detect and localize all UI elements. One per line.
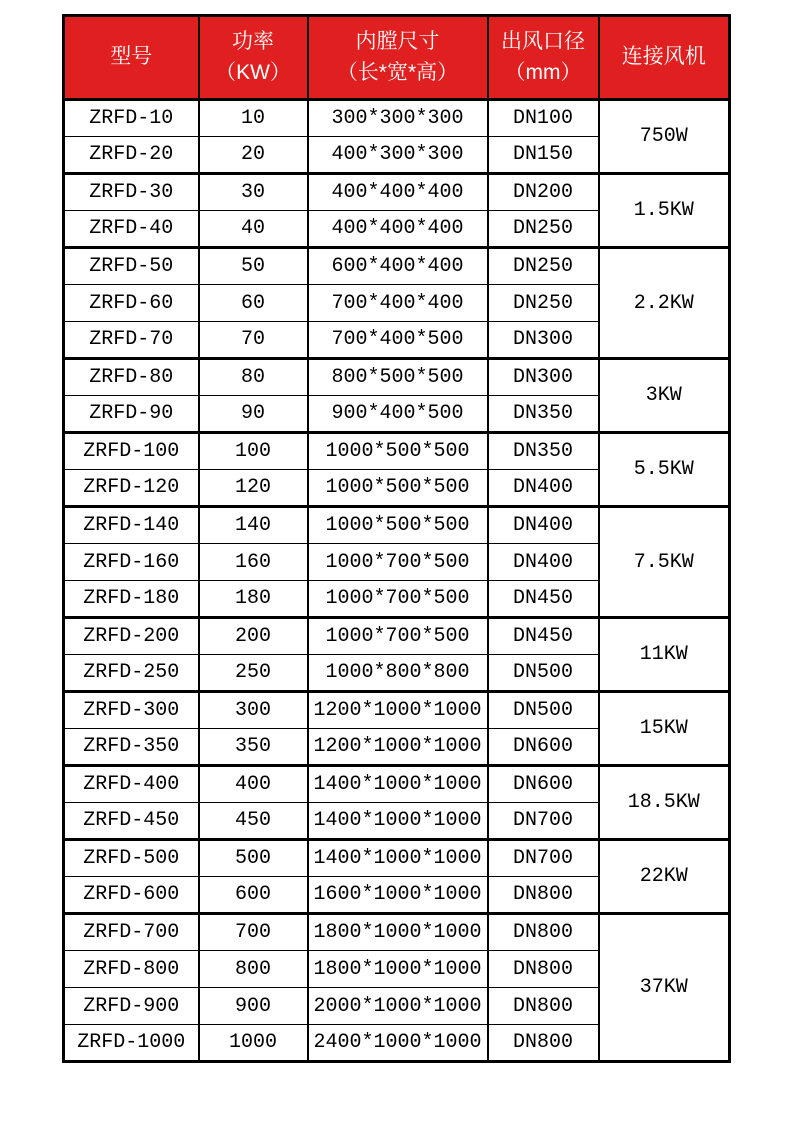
size-cell: 1000*700*500	[308, 581, 488, 618]
outlet-cell: DN400	[488, 470, 599, 507]
column-header-line: 内膛尺寸	[355, 30, 440, 54]
table-row	[64, 766, 730, 803]
outlet-cell: DN800	[488, 1025, 599, 1062]
power-cell: 40	[199, 211, 308, 248]
outlet-cell: DN800	[488, 951, 599, 988]
model-cell: ZRFD-700	[64, 914, 199, 951]
fan-cell: 15KW	[599, 692, 730, 766]
power-cell: 450	[199, 803, 308, 840]
model-cell: ZRFD-350	[64, 729, 199, 766]
model-cell: ZRFD-900	[64, 988, 199, 1025]
power-cell: 50	[199, 248, 308, 285]
power-cell: 140	[199, 507, 308, 544]
fan-cell: 37KW	[599, 914, 730, 1062]
model-cell: ZRFD-180	[64, 581, 199, 618]
outlet-cell: DN600	[488, 729, 599, 766]
size-cell: 1000*800*800	[308, 655, 488, 692]
model-cell: ZRFD-50	[64, 248, 199, 285]
power-cell: 1000	[199, 1025, 308, 1062]
size-cell: 600*400*400	[308, 248, 488, 285]
power-cell: 60	[199, 285, 308, 322]
outlet-cell: DN450	[488, 618, 599, 655]
column-header-power	[199, 16, 308, 100]
outlet-cell: DN800	[488, 877, 599, 914]
size-cell: 300*300*300	[308, 100, 488, 137]
size-cell: 1400*1000*1000	[308, 766, 488, 803]
size-cell: 900*400*500	[308, 396, 488, 433]
fan-cell: 22KW	[599, 840, 730, 914]
outlet-cell: DN250	[488, 285, 599, 322]
table-row	[64, 914, 730, 951]
fan-cell: 750W	[599, 100, 730, 174]
table-row	[64, 618, 730, 655]
outlet-cell: DN700	[488, 803, 599, 840]
model-cell: ZRFD-400	[64, 766, 199, 803]
header-row	[64, 16, 730, 100]
product-spec-table	[62, 14, 731, 1063]
power-cell: 700	[199, 914, 308, 951]
column-header-line: 型号	[110, 45, 153, 69]
power-cell: 600	[199, 877, 308, 914]
model-cell: ZRFD-450	[64, 803, 199, 840]
outlet-cell: DN300	[488, 359, 599, 396]
fan-cell: 7.5KW	[599, 507, 730, 618]
table-row	[64, 433, 730, 470]
fan-cell: 3KW	[599, 359, 730, 433]
size-cell: 1400*1000*1000	[308, 803, 488, 840]
model-cell: ZRFD-140	[64, 507, 199, 544]
outlet-cell: DN450	[488, 581, 599, 618]
size-cell: 1600*1000*1000	[308, 877, 488, 914]
power-cell: 300	[199, 692, 308, 729]
fan-cell: 18.5KW	[599, 766, 730, 840]
size-cell: 400*300*300	[308, 137, 488, 174]
model-cell: ZRFD-800	[64, 951, 199, 988]
fan-cell: 11KW	[599, 618, 730, 692]
power-cell: 10	[199, 100, 308, 137]
model-cell: ZRFD-250	[64, 655, 199, 692]
power-cell: 160	[199, 544, 308, 581]
outlet-cell: DN400	[488, 507, 599, 544]
column-header-outlet	[488, 16, 599, 100]
model-cell: ZRFD-10	[64, 100, 199, 137]
power-cell: 180	[199, 581, 308, 618]
model-cell: ZRFD-160	[64, 544, 199, 581]
outlet-cell: DN500	[488, 692, 599, 729]
table-row	[64, 100, 730, 137]
table-row	[64, 174, 730, 211]
model-cell: ZRFD-80	[64, 359, 199, 396]
table-row	[64, 507, 730, 544]
outlet-cell: DN350	[488, 433, 599, 470]
size-cell: 400*400*400	[308, 174, 488, 211]
power-cell: 400	[199, 766, 308, 803]
size-cell: 1200*1000*1000	[308, 692, 488, 729]
power-cell: 70	[199, 322, 308, 359]
size-cell: 1400*1000*1000	[308, 840, 488, 877]
model-cell: ZRFD-1000	[64, 1025, 199, 1062]
power-cell: 800	[199, 951, 308, 988]
power-cell: 350	[199, 729, 308, 766]
table-row	[64, 840, 730, 877]
size-cell: 700*400*400	[308, 285, 488, 322]
table-row	[64, 359, 730, 396]
model-cell: ZRFD-300	[64, 692, 199, 729]
power-cell: 900	[199, 988, 308, 1025]
outlet-cell: DN200	[488, 174, 599, 211]
size-cell: 1200*1000*1000	[308, 729, 488, 766]
power-cell: 80	[199, 359, 308, 396]
size-cell: 1800*1000*1000	[308, 914, 488, 951]
table-body	[64, 100, 730, 1062]
model-cell: ZRFD-120	[64, 470, 199, 507]
column-header-line: （KW）	[215, 60, 291, 84]
power-cell: 100	[199, 433, 308, 470]
outlet-cell: DN700	[488, 840, 599, 877]
outlet-cell: DN800	[488, 988, 599, 1025]
power-cell: 200	[199, 618, 308, 655]
column-header-line: 功率	[232, 30, 274, 54]
column-header-model	[64, 16, 199, 100]
model-cell: ZRFD-500	[64, 840, 199, 877]
fan-cell: 1.5KW	[599, 174, 730, 248]
size-cell: 1800*1000*1000	[308, 951, 488, 988]
power-cell: 30	[199, 174, 308, 211]
column-header-line: 连接风机	[621, 45, 706, 69]
column-header-line: （mm）	[504, 60, 582, 84]
model-cell: ZRFD-100	[64, 433, 199, 470]
outlet-cell: DN300	[488, 322, 599, 359]
size-cell: 1000*700*500	[308, 544, 488, 581]
size-cell: 2000*1000*1000	[308, 988, 488, 1025]
table-row	[64, 248, 730, 285]
power-cell: 250	[199, 655, 308, 692]
column-header-fan	[599, 16, 730, 100]
column-header-line: 出风口径	[501, 30, 585, 54]
size-cell: 1000*500*500	[308, 433, 488, 470]
model-cell: ZRFD-40	[64, 211, 199, 248]
model-cell: ZRFD-30	[64, 174, 199, 211]
table-row	[64, 692, 730, 729]
outlet-cell: DN500	[488, 655, 599, 692]
size-cell: 800*500*500	[308, 359, 488, 396]
size-cell: 1000*500*500	[308, 470, 488, 507]
fan-cell: 5.5KW	[599, 433, 730, 507]
power-cell: 500	[199, 840, 308, 877]
size-cell: 400*400*400	[308, 211, 488, 248]
fan-cell: 2.2KW	[599, 248, 730, 359]
size-cell: 1000*500*500	[308, 507, 488, 544]
outlet-cell: DN100	[488, 100, 599, 137]
model-cell: ZRFD-600	[64, 877, 199, 914]
size-cell: 700*400*500	[308, 322, 488, 359]
outlet-cell: DN250	[488, 248, 599, 285]
model-cell: ZRFD-200	[64, 618, 199, 655]
outlet-cell: DN350	[488, 396, 599, 433]
outlet-cell: DN150	[488, 137, 599, 174]
model-cell: ZRFD-90	[64, 396, 199, 433]
column-header-size	[308, 16, 488, 100]
outlet-cell: DN800	[488, 914, 599, 951]
size-cell: 1000*700*500	[308, 618, 488, 655]
power-cell: 20	[199, 137, 308, 174]
outlet-cell: DN400	[488, 544, 599, 581]
power-cell: 90	[199, 396, 308, 433]
column-header-line: （长*宽*高）	[336, 60, 459, 84]
model-cell: ZRFD-60	[64, 285, 199, 322]
model-cell: ZRFD-70	[64, 322, 199, 359]
size-cell: 2400*1000*1000	[308, 1025, 488, 1062]
table-header	[64, 16, 730, 100]
model-cell: ZRFD-20	[64, 137, 199, 174]
outlet-cell: DN250	[488, 211, 599, 248]
outlet-cell: DN600	[488, 766, 599, 803]
power-cell: 120	[199, 470, 308, 507]
